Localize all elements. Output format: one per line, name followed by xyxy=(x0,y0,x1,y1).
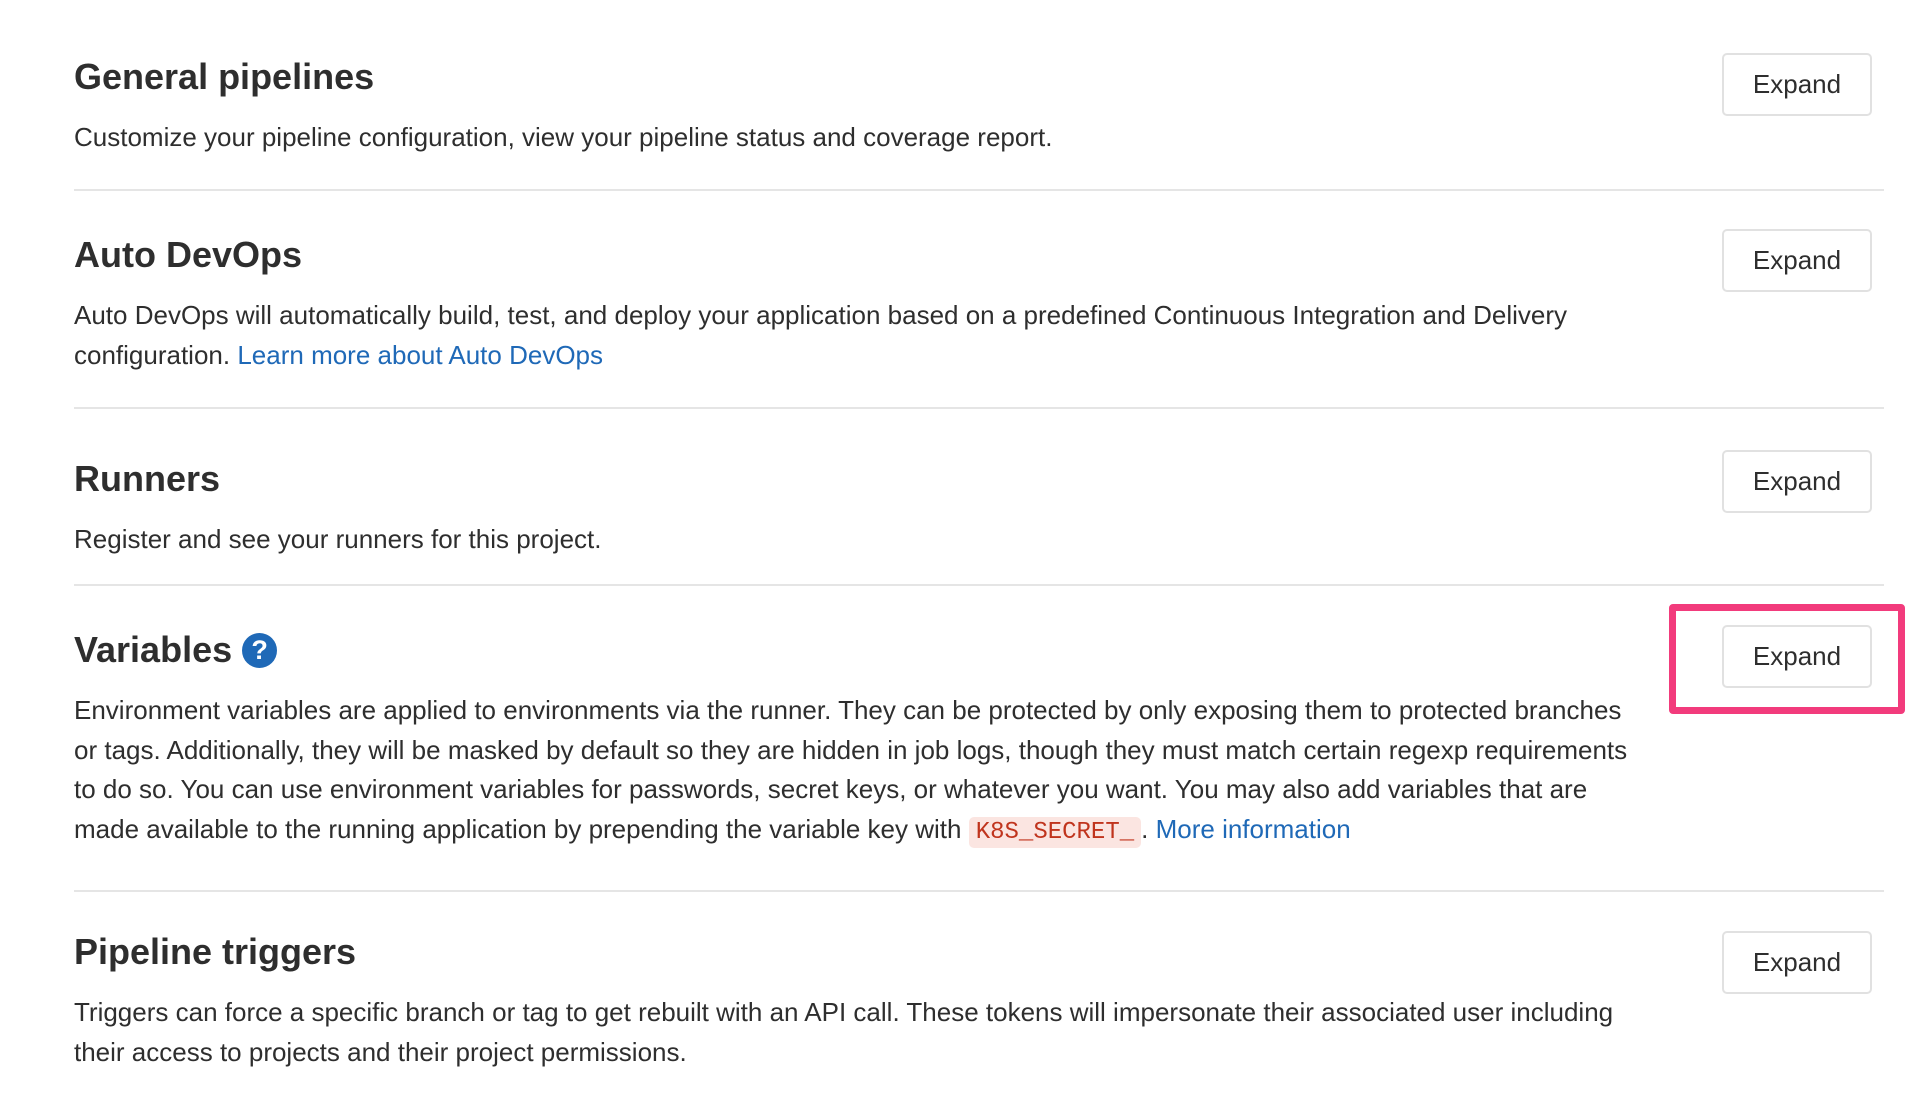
expand-auto-devops-button[interactable]: Expand xyxy=(1722,229,1872,292)
k8s-secret-code: K8S_SECRET_ xyxy=(969,817,1141,848)
section-description xyxy=(74,691,1634,852)
expand-runners-button[interactable]: Expand xyxy=(1722,450,1872,513)
section-description xyxy=(74,296,1634,375)
section-runners xyxy=(74,409,1884,586)
section-general-pipelines xyxy=(74,0,1884,191)
description-text: Auto DevOps will automatically build, test, and deploy your application based on a predefined Continuous Integration and Delivery configuration. xyxy=(74,300,1568,370)
section-pipeline-triggers xyxy=(74,892,1884,1112)
section-variables xyxy=(74,586,1884,892)
learn-more-auto-devops-link[interactable]: Learn more about Auto DevOps xyxy=(237,339,604,370)
section-title: Variables xyxy=(74,629,233,670)
section-description: Register and see your runners for this project. xyxy=(74,524,602,554)
more-information-link[interactable]: More information xyxy=(1155,813,1351,844)
expand-pipeline-triggers-button[interactable]: Expand xyxy=(1722,931,1872,994)
description-text: Environment variables are applied to environments via the runner. They can be protected by only exposing them to protected branches or tags. Additionally, they will be masked by default so they are hidden in job logs, though they must match certain regexp requirements to do so. You can use environment variables for passwords, secret keys, or whatever you want. You may also add variables that are made available to the running application by prepending the variable key with xyxy=(74,695,1628,844)
expand-general-pipelines-button[interactable]: Expand xyxy=(1722,53,1872,116)
section-title: Auto DevOps xyxy=(74,234,303,275)
section-description: Customize your pipeline configuration, view your pipeline status and coverage report. xyxy=(74,122,1053,152)
section-title-row xyxy=(74,628,1634,672)
section-title: Runners xyxy=(74,458,221,499)
ci-cd-settings xyxy=(74,0,1884,1112)
help-icon[interactable]: ? xyxy=(242,633,277,668)
expand-variables-button[interactable]: Expand xyxy=(1722,625,1872,688)
section-auto-devops xyxy=(74,191,1884,409)
description-period: . xyxy=(1141,813,1149,844)
section-description: Triggers can force a specific branch or tag to get rebuilt with an API call. These tokens will impersonate their associated user including their access to projects and their project permissions. xyxy=(74,997,1614,1067)
section-title: Pipeline triggers xyxy=(74,931,357,972)
section-title: General pipelines xyxy=(74,56,375,97)
